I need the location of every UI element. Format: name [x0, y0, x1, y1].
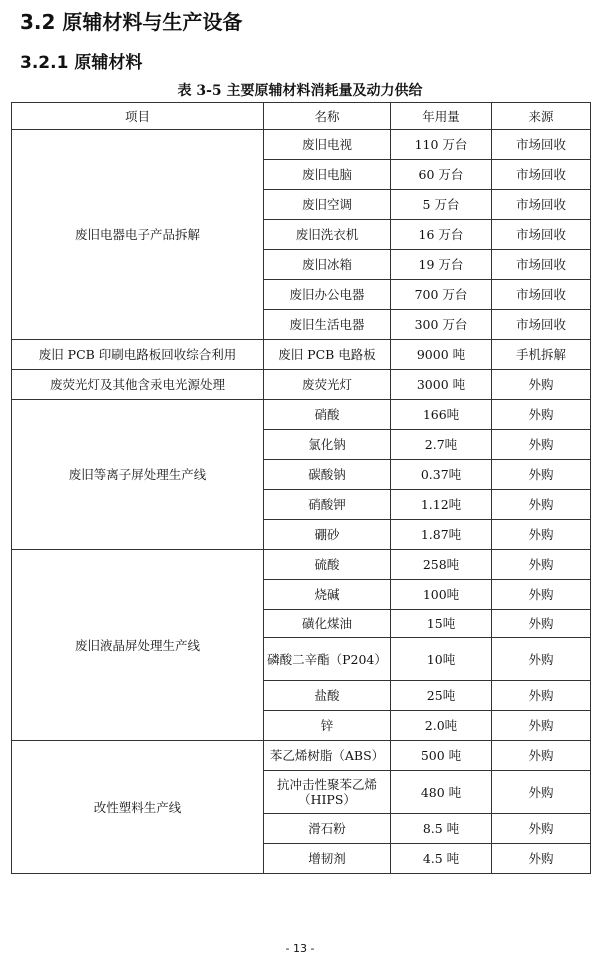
name-cell: 硼砂 [264, 520, 391, 550]
name-cell: 废旧 PCB 电路板 [264, 340, 391, 370]
amount-cell: 2.7吨 [391, 430, 492, 460]
amount-cell: 3000 吨 [391, 370, 492, 400]
name-cell: 磷酸二辛酯（P204） [264, 638, 391, 681]
item-cell: 废荧光灯及其他含汞电光源处理 [12, 370, 264, 400]
source-cell: 市场回收 [492, 280, 591, 310]
amount-cell: 300 万台 [391, 310, 492, 340]
header-amount: 年用量 [391, 103, 492, 130]
source-cell: 外购 [492, 814, 591, 844]
amount-cell: 10吨 [391, 638, 492, 681]
name-cell: 废旧电视 [264, 130, 391, 160]
section-heading: 3.2 原辅材料与生产设备 [20, 10, 243, 34]
header-source: 来源 [492, 103, 591, 130]
source-cell: 外购 [492, 711, 591, 741]
name-cell: 硫酸 [264, 550, 391, 580]
source-cell: 市场回收 [492, 310, 591, 340]
name-cell: 废旧洗衣机 [264, 220, 391, 250]
name-cell: 增韧剂 [264, 844, 391, 874]
amount-cell: 1.87吨 [391, 520, 492, 550]
amount-cell: 0.37吨 [391, 460, 492, 490]
amount-cell: 110 万台 [391, 130, 492, 160]
amount-cell: 9000 吨 [391, 340, 492, 370]
name-cell: 苯乙烯树脂（ABS） [264, 741, 391, 771]
source-cell: 外购 [492, 638, 591, 681]
name-cell: 锌 [264, 711, 391, 741]
name-cell: 盐酸 [264, 681, 391, 711]
header-name: 名称 [264, 103, 391, 130]
table-row [12, 370, 591, 400]
page-number: - 13 - [285, 942, 315, 955]
amount-cell: 2.0吨 [391, 711, 492, 741]
name-cell: 磺化煤油 [264, 610, 391, 638]
name-cell: 氯化钠 [264, 430, 391, 460]
source-cell: 手机拆解 [492, 340, 591, 370]
table-row [12, 130, 591, 160]
amount-cell: 480 吨 [391, 771, 492, 814]
source-cell: 外购 [492, 370, 591, 400]
amount-cell: 5 万台 [391, 190, 492, 220]
source-cell: 外购 [492, 580, 591, 610]
source-cell: 市场回收 [492, 220, 591, 250]
amount-cell: 500 吨 [391, 741, 492, 771]
name-cell: 硝酸钾 [264, 490, 391, 520]
amount-cell: 15吨 [391, 610, 492, 638]
materials-table [11, 102, 591, 874]
name-cell: 烧碱 [264, 580, 391, 610]
name-cell: 废旧电脑 [264, 160, 391, 190]
item-cell: 废旧电器电子产品拆解 [12, 130, 264, 340]
item-cell: 改性塑料生产线 [12, 741, 264, 874]
amount-cell: 1.12吨 [391, 490, 492, 520]
amount-cell: 700 万台 [391, 280, 492, 310]
item-cell: 废旧等离子屏处理生产线 [12, 400, 264, 550]
table-row [12, 741, 591, 771]
table-header-row [12, 103, 591, 130]
name-cell: 废旧空调 [264, 190, 391, 220]
name-cell: 废旧生活电器 [264, 310, 391, 340]
name-cell: 废荧光灯 [264, 370, 391, 400]
source-cell: 市场回收 [492, 190, 591, 220]
amount-cell: 19 万台 [391, 250, 492, 280]
name-cell: 废旧办公电器 [264, 280, 391, 310]
amount-cell: 25吨 [391, 681, 492, 711]
source-cell: 外购 [492, 844, 591, 874]
name-cell: 碳酸钠 [264, 460, 391, 490]
item-cell: 废旧液晶屏处理生产线 [12, 550, 264, 741]
name-cell: 滑石粉 [264, 814, 391, 844]
name-cell: 废旧冰箱 [264, 250, 391, 280]
source-cell: 外购 [492, 430, 591, 460]
name-cell: 硝酸 [264, 400, 391, 430]
source-cell: 市场回收 [492, 160, 591, 190]
source-cell: 外购 [492, 400, 591, 430]
source-cell: 外购 [492, 771, 591, 814]
source-cell: 外购 [492, 610, 591, 638]
amount-cell: 258吨 [391, 550, 492, 580]
table-row [12, 400, 591, 430]
source-cell: 市场回收 [492, 130, 591, 160]
amount-cell: 16 万台 [391, 220, 492, 250]
amount-cell: 166吨 [391, 400, 492, 430]
table-row [12, 340, 591, 370]
source-cell: 外购 [492, 460, 591, 490]
item-cell: 废旧 PCB 印刷电路板回收综合利用 [12, 340, 264, 370]
subsection-heading: 3.2.1 原辅材料 [20, 53, 143, 73]
amount-cell: 60 万台 [391, 160, 492, 190]
table-caption: 表 3-5 主要原辅材料消耗量及动力供给 [177, 83, 423, 99]
amount-cell: 100吨 [391, 580, 492, 610]
header-item: 项目 [12, 103, 264, 130]
source-cell: 外购 [492, 520, 591, 550]
source-cell: 外购 [492, 490, 591, 520]
source-cell: 外购 [492, 681, 591, 711]
amount-cell: 4.5 吨 [391, 844, 492, 874]
source-cell: 外购 [492, 741, 591, 771]
source-cell: 市场回收 [492, 250, 591, 280]
name-cell: 抗冲击性聚苯乙烯（HIPS） [264, 771, 391, 814]
amount-cell: 8.5 吨 [391, 814, 492, 844]
source-cell: 外购 [492, 550, 591, 580]
table-row [12, 550, 591, 580]
